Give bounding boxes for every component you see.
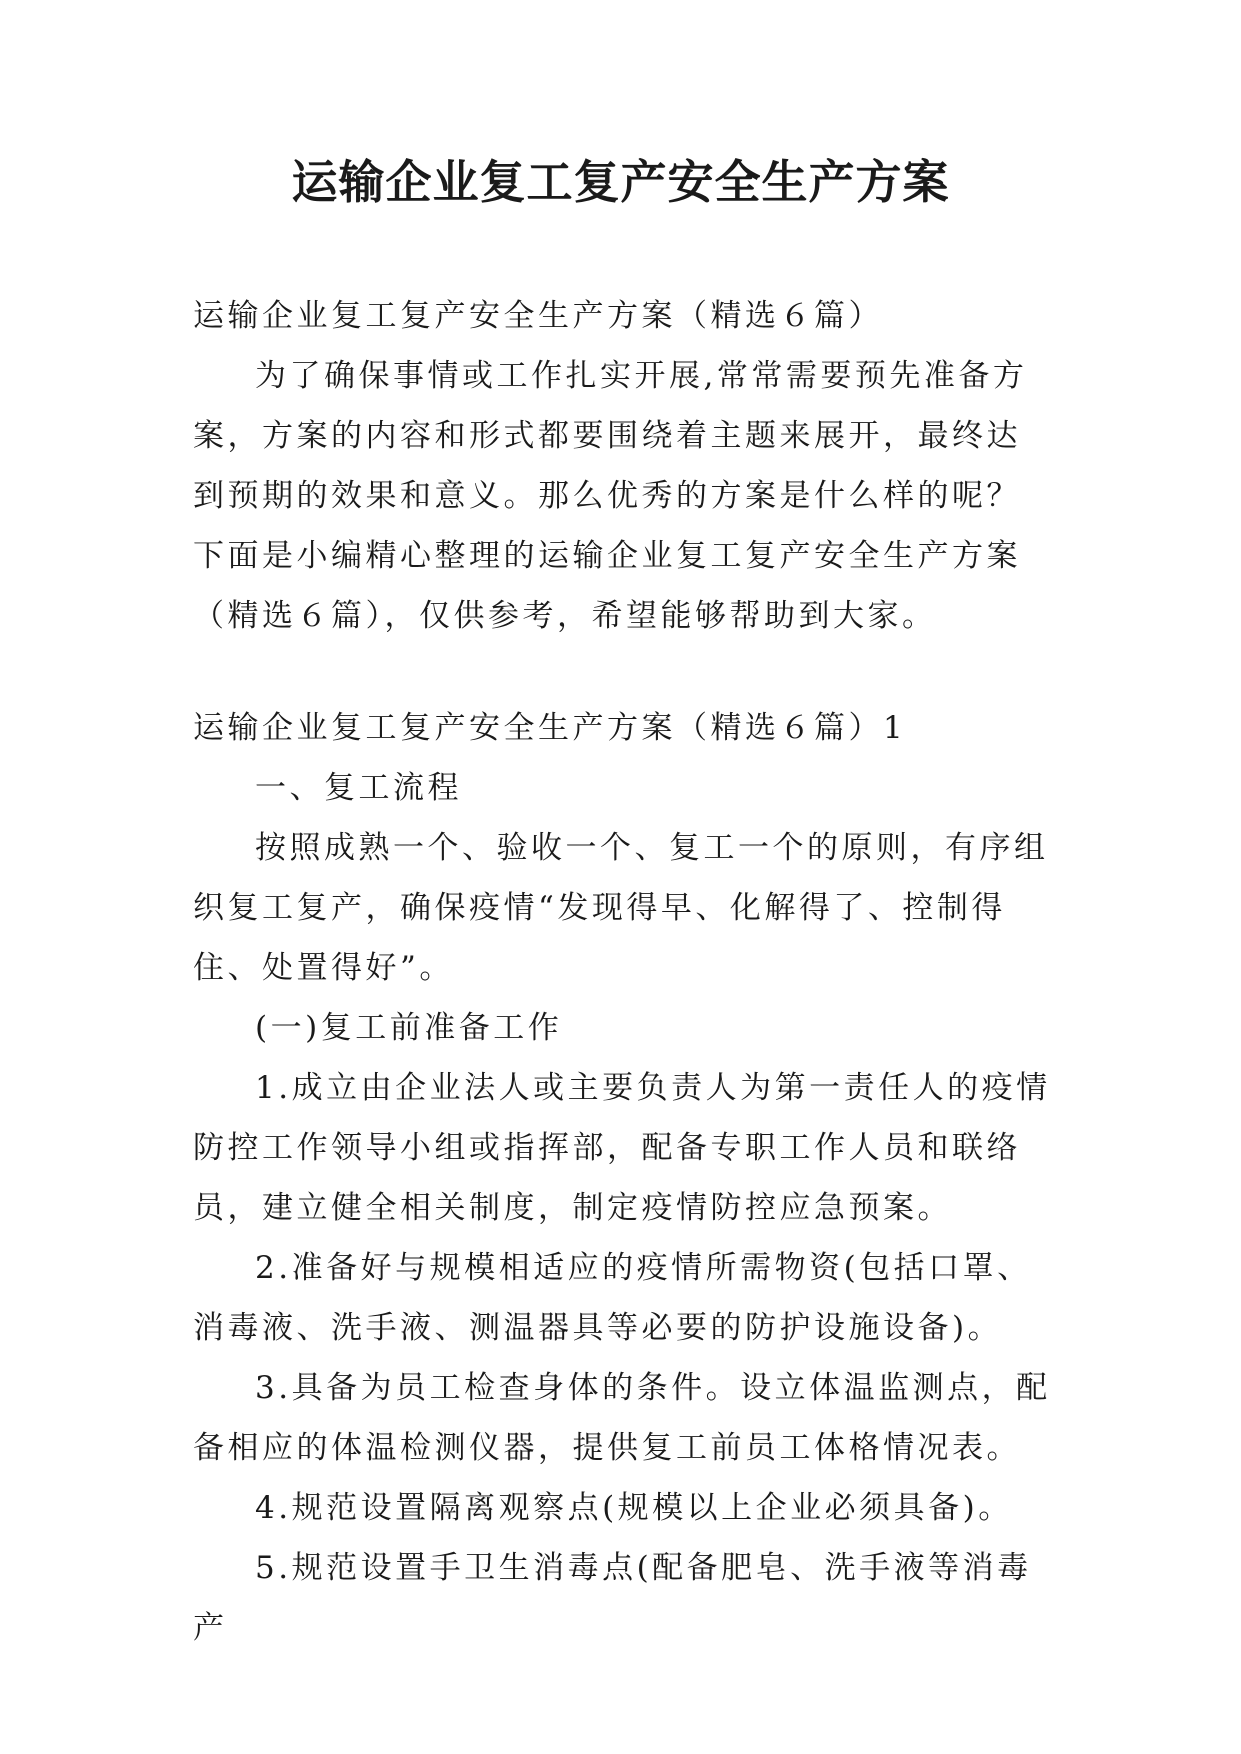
list-item: 4.规范设置隔离观察点(规模以上企业必须具备)。 — [255, 1490, 1013, 1526]
list-item: 1.成立由企业法人或主要负责人为第一责任人的疫情防控工作领导小组或指挥部，配备专职工作人员和联络员，建立健全相关制度，制定疫情防控应急预案。 — [193, 1070, 1051, 1226]
list-item: 5.规范设置手卫生消毒点(配备肥皂、洗手液等消毒产 — [193, 1550, 1032, 1646]
section-heading: 运输企业复工复产安全生产方案（精选６篇）1 — [193, 710, 907, 746]
intro-paragraph: 为了确保事情或工作扎实开展,常常需要预先准备方案，方案的内容和形式都要围绕着主题来展开，最终达到预期的效果和意义。那么优秀的方案是什么样的呢？下面是小编精心整理的运输企业复工复产安全生产方案（精选６篇），仅供参考，希望能够帮助到大家。 — [193, 358, 1028, 634]
list-item: 3.具备为员工检查身体的条件。设立体温监测点，配备相应的体温检测仪器，提供复工前员工体格情况表。 — [193, 1370, 1051, 1466]
document-subtitle: 运输企业复工复产安全生产方案（精选６篇） — [193, 298, 883, 334]
section-spacer — [193, 646, 1053, 698]
part-title: 一、复工流程 — [255, 770, 462, 806]
document-title: 运输企业复工复产安全生产方案 — [291, 155, 950, 209]
part-paragraph: 按照成熟一个、验收一个、复工一个的原则，有序组织复工复产，确保疫情“发现得早、化解得了、控制得住、处置得好”。 — [193, 830, 1049, 986]
list-item: 2.准备好与规模相适应的疫情所需物资(包括口罩、消毒液、洗手液、测温器具等必要的防护设施设备)。 — [193, 1250, 1032, 1346]
document-body — [193, 286, 1053, 1658]
subsection-title: (一)复工前准备工作 — [255, 1010, 563, 1046]
